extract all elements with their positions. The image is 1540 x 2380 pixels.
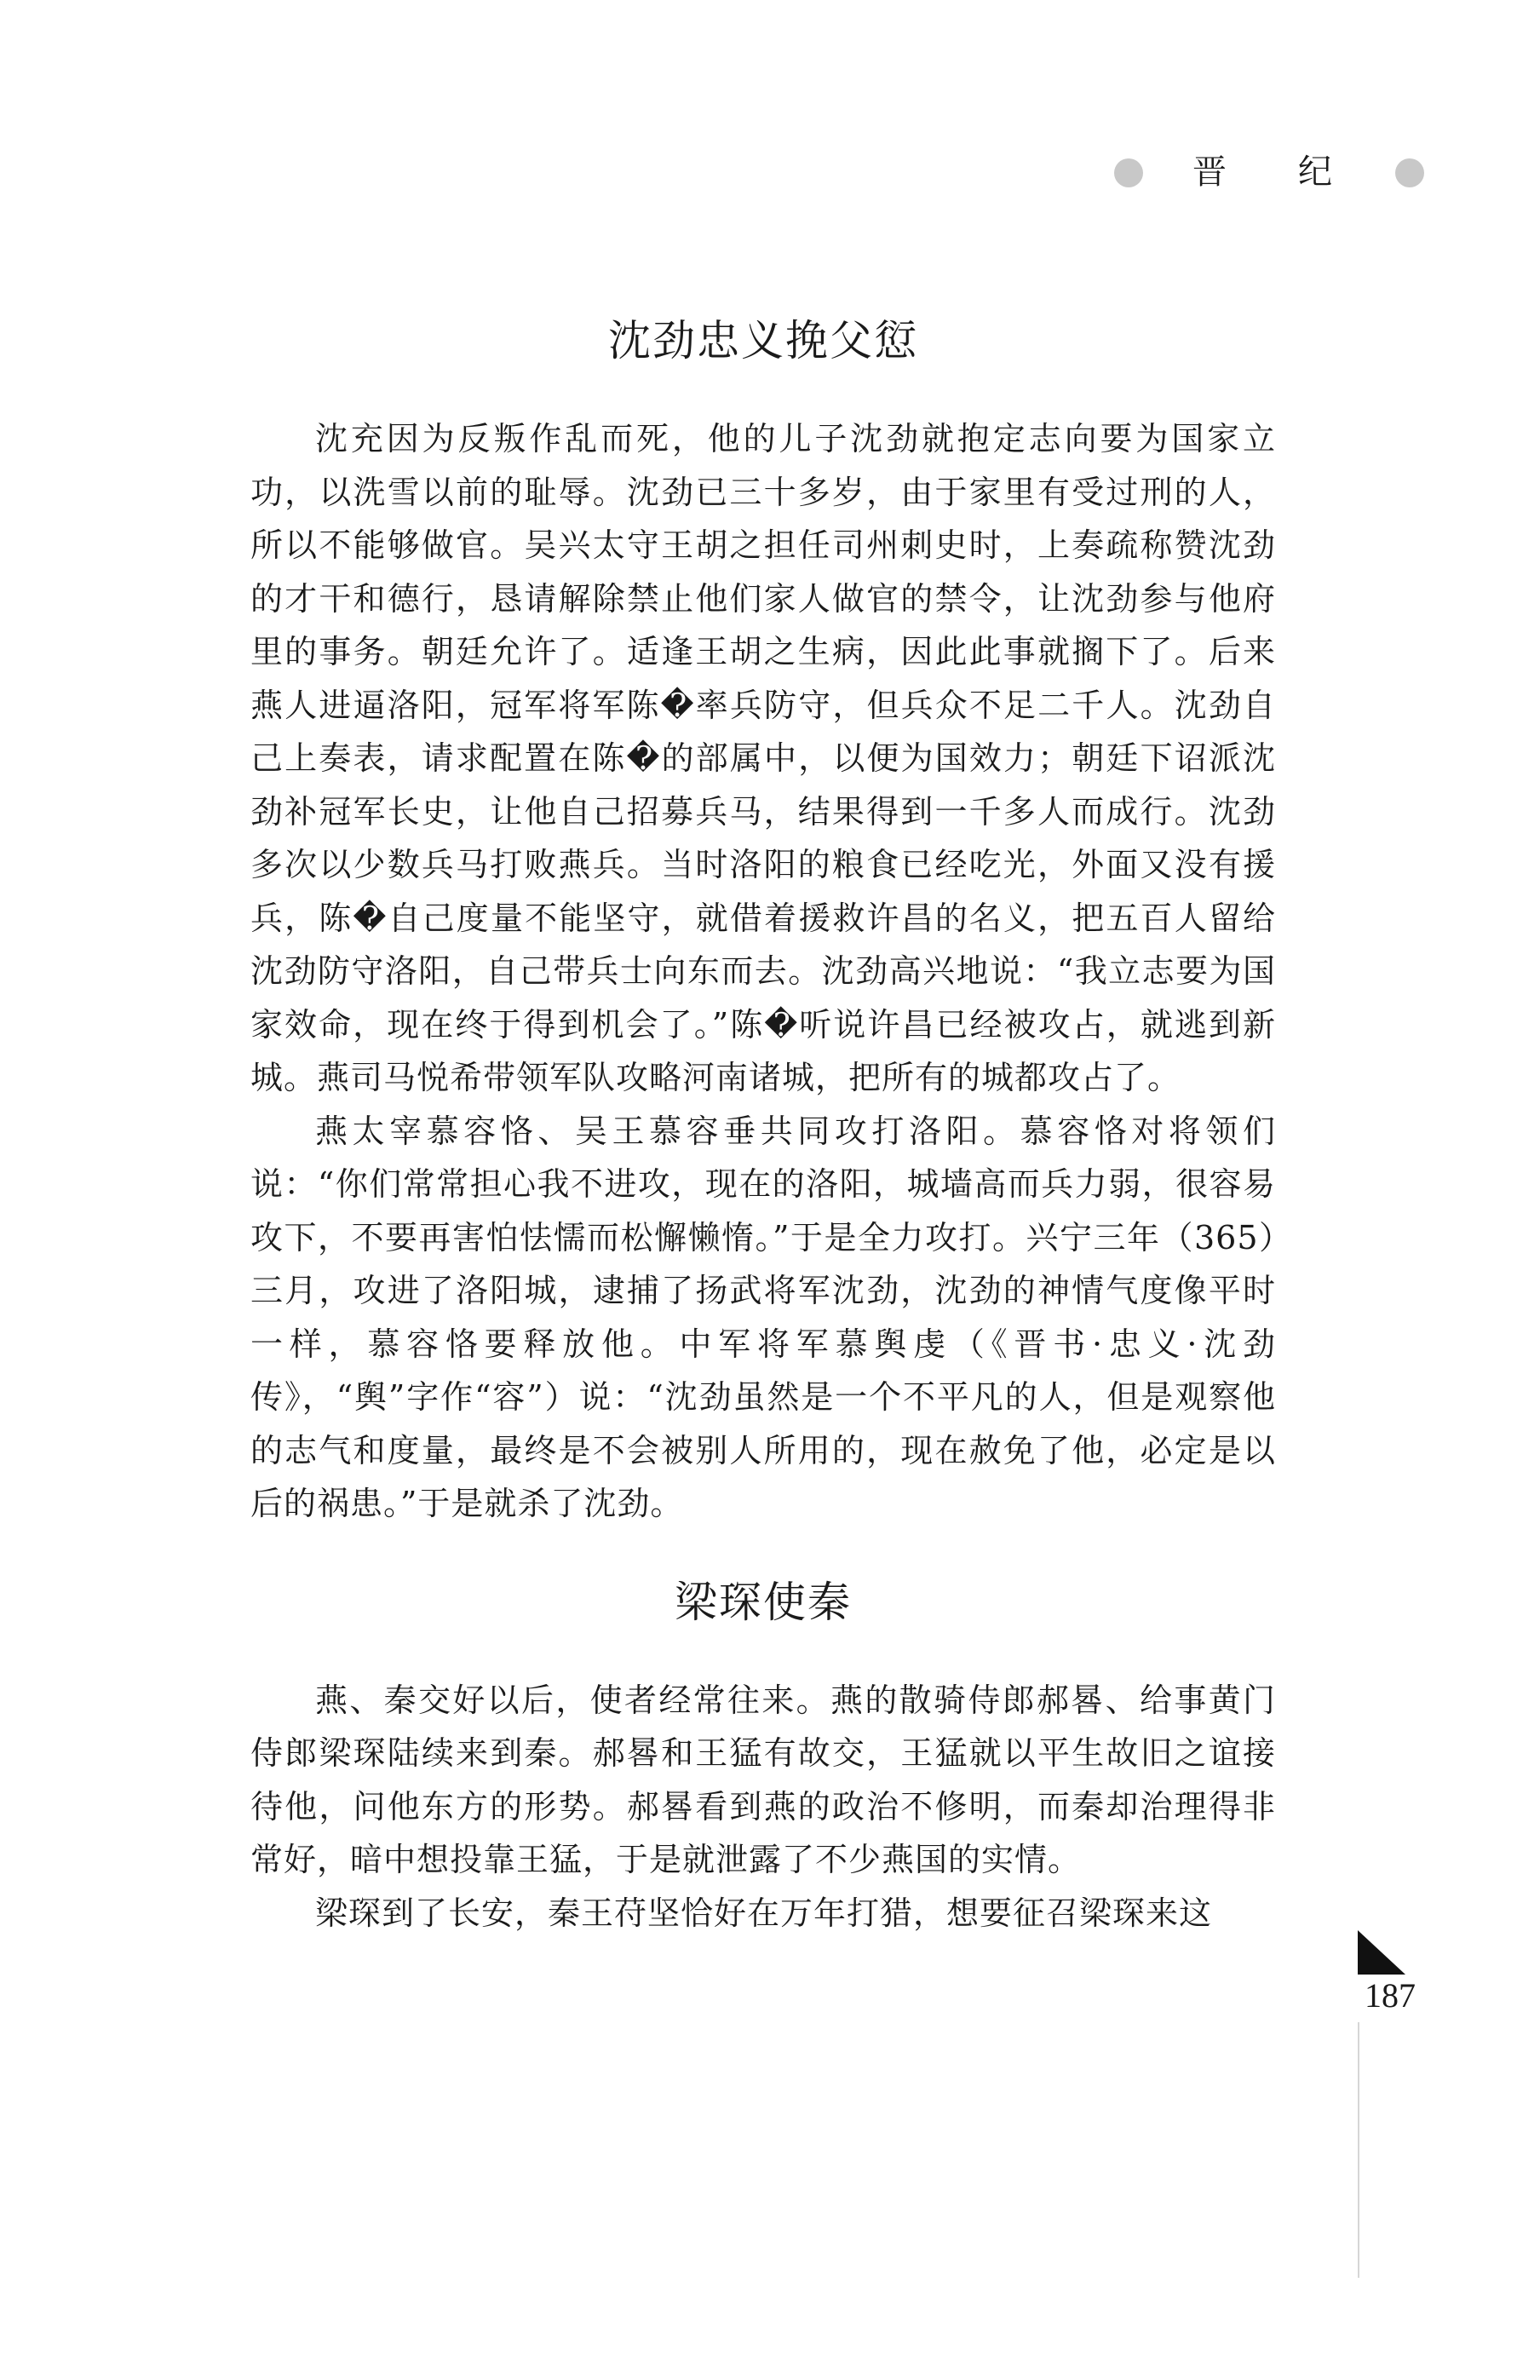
header-text-left: 晋 [1192,152,1227,192]
section-title-liang-chen: 梁琛使秦 [675,1577,852,1627]
page-body [250,307,1276,1940]
header-text-right: 纪 [1298,152,1332,192]
page-number: 187 [1365,1976,1416,2015]
margin-rule [1358,2022,1359,2278]
page-corner-triangle-icon [1358,1930,1405,1975]
header-left-dot [1114,158,1143,187]
section-title-shen-jin: 沈劲忠义挽父愆 [608,316,918,365]
paragraph: 燕太宰慕容恪、吴王慕容垂共同攻打洛阳。慕容恪对将领们说：“你们常常担心我不进攻，现在的洛阳，城墙高而兵力弱，很容易攻下，不要再害怕怯懦而松懈懒惰。”于是全力攻打。兴宁三年（365）三月，攻进了洛阳城，逮捕了扬武将军沈劲，沈劲的神情气度像平时一样，慕容恪要释放他。中军将军慕舆虔（《晋书·忠义·沈劲传》，“舆”字作“容”）说：“沈劲虽然是一个不平凡的人，但是观察他的志气和度量，最终是不会被别人所用的，现在赦免了他，必定是以后的祸患。”于是就杀了沈劲。 [250,1112,1276,1522]
running-header [1107,150,1431,194]
paragraph: 燕、秦交好以后，使者经常往来。燕的散骑侍郎郝晷、给事黄门侍郎梁琛陆续来到秦。郝晷和王猛有故交，王猛就以平生故旧之谊接待他，问他东方的形势。郝晷看到燕的政治不修明，而秦却治理得非常好，暗中想投靠王猛，于是就泄露了不少燕国的实情。 [250,1681,1276,1878]
paragraph: 沈充因为反叛作乱而死，他的儿子沈劲就抱定志向要为国家立功，以洗雪以前的耻辱。沈劲已三十多岁，由于家里有受过刑的人，所以不能够做官。吴兴太守王胡之担任司州刺史时，上奏疏称赞沈劲的才干和德行，恳请解除禁止他们家人做官的禁令，让沈劲参与他府里的事务。朝廷允许了。适逢王胡之生病，因此此事就搁下了。后来燕人进逼洛阳，冠军将军陈�率兵防守，但兵众不足二千人。沈劲自己上奏表，请求配置在陈�的部属中，以便为国效力；朝廷下诏派沈劲补冠军长史，让他自己招募兵马，结果得到一千多人而成行。沈劲多次以少数兵马打败燕兵。当时洛阳的粮食已经吃光，外面又没有援兵，陈�自己度量不能坚守，就借着援救许昌的名义，把五百人留给沈劲防守洛阳，自己带兵士向东而去。沈劲高兴地说：“我立志要为国家效命，现在终于得到机会了。”陈�听说许昌已经被攻占，就逃到新城。燕司马悦希带领军队攻略河南诸城，把所有的城都攻占了。 [250,420,1276,1096]
paragraph: 梁琛到了长安，秦王苻坚恰好在万年打猎，想要征召梁琛来这 [315,1894,1213,1932]
header-right-dot [1395,158,1424,187]
